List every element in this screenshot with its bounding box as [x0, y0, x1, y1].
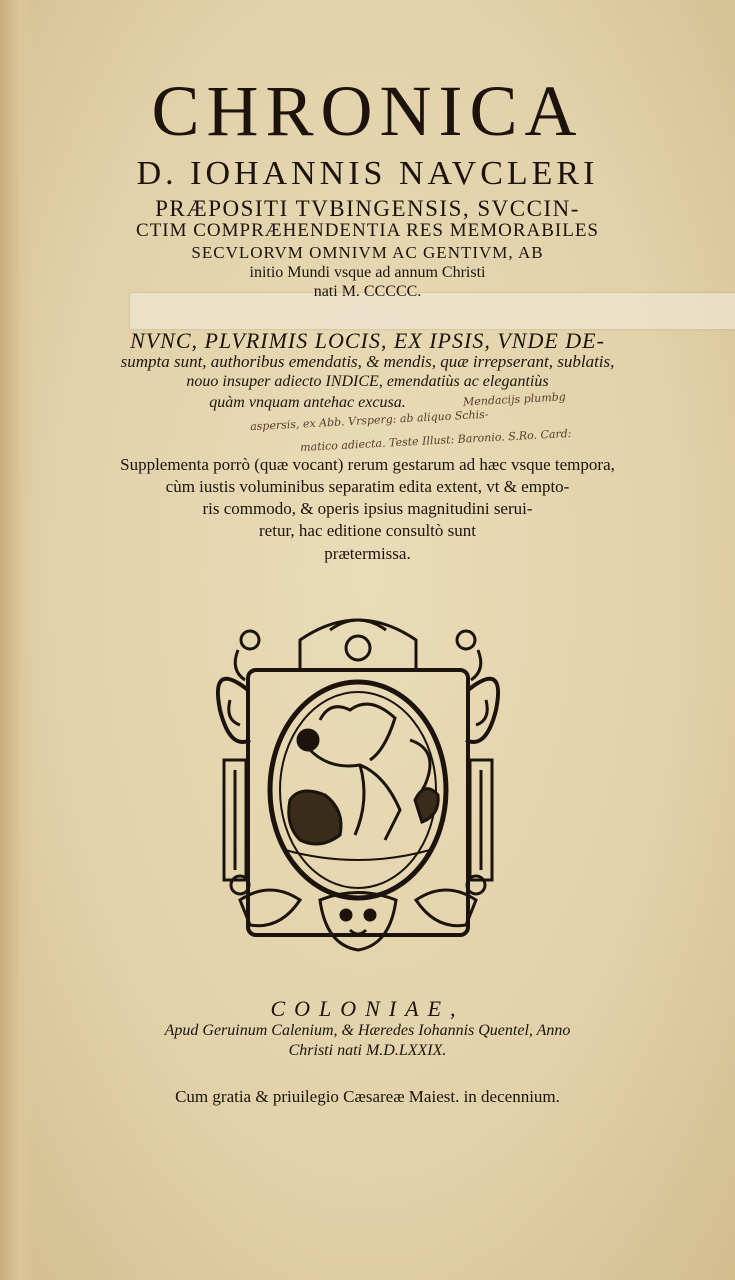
imprint-date: Christi nati M.D.LXXIX. [288, 1042, 447, 1059]
subtitle-line-1: PRÆPOSITI TVBINGENSIS, SVCCIN- [155, 196, 580, 221]
book-title: CHRONICA [151, 71, 584, 151]
nunc-line-4: quàm vnquam antehac excusa. [209, 394, 406, 411]
handwritten-note-3: matico adiecta. Teste Illust: Baronio. S.Ro. Card: [299, 426, 572, 455]
supplement-line-1: Supplementa porrò (quæ vocant) rerum gestarum ad hæc vsque tempora, [120, 455, 615, 474]
supplement-line-3: ris commodo, & operis ipsius magnitudini serui- [202, 499, 533, 518]
handwritten-note-1: Mendacijs plumbg [462, 390, 567, 409]
nunc-line-1: NVNC, PLVRIMIS LOCIS, EX IPSIS, VNDE DE- [130, 328, 605, 353]
subtitle-line-2: CTIM COMPRÆHENDENTIA RES MEMORABILES [135, 220, 599, 241]
nunc-line-3: nouo insuper adiecto INDICE, emendatiùs ac elegantiùs [186, 373, 549, 390]
printers-mark-woodcut [210, 600, 506, 960]
imprint-place: COLONIAE, [270, 996, 465, 1021]
author-line: D. IOHANNIS NAVCLERI [136, 155, 599, 192]
handwritten-note-2: aspersis, ex Abb. Vrsperg: ab aliquo Schis- [249, 407, 489, 434]
imprint-printer: Apud Geruinum Calenium, & Hæredes Iohannis Quentel, Anno [164, 1022, 571, 1039]
privilege-line: Cum gratia & priuilegio Cæsareæ Maiest. in decennium. [175, 1087, 560, 1106]
subtitle-line-3: SECVLORVM OMNIVM AC GENTIVM, AB [191, 243, 544, 262]
supplement-line-4: retur, hac editione consultò sunt [259, 521, 476, 540]
subtitle-line-4: initio Mundi vsque ad annum Christi [249, 264, 486, 281]
subtitle-line-5: nati M. CCCCC. [313, 283, 422, 300]
nunc-line-2: sumpta sunt, authoribus emendatis, & mendis, quæ irrepserant, sublatis, [120, 352, 615, 371]
supplement-line-5: prætermissa. [324, 544, 411, 563]
supplement-line-2: cùm iustis voluminibus separatim edita extent, vt & empto- [165, 477, 570, 496]
